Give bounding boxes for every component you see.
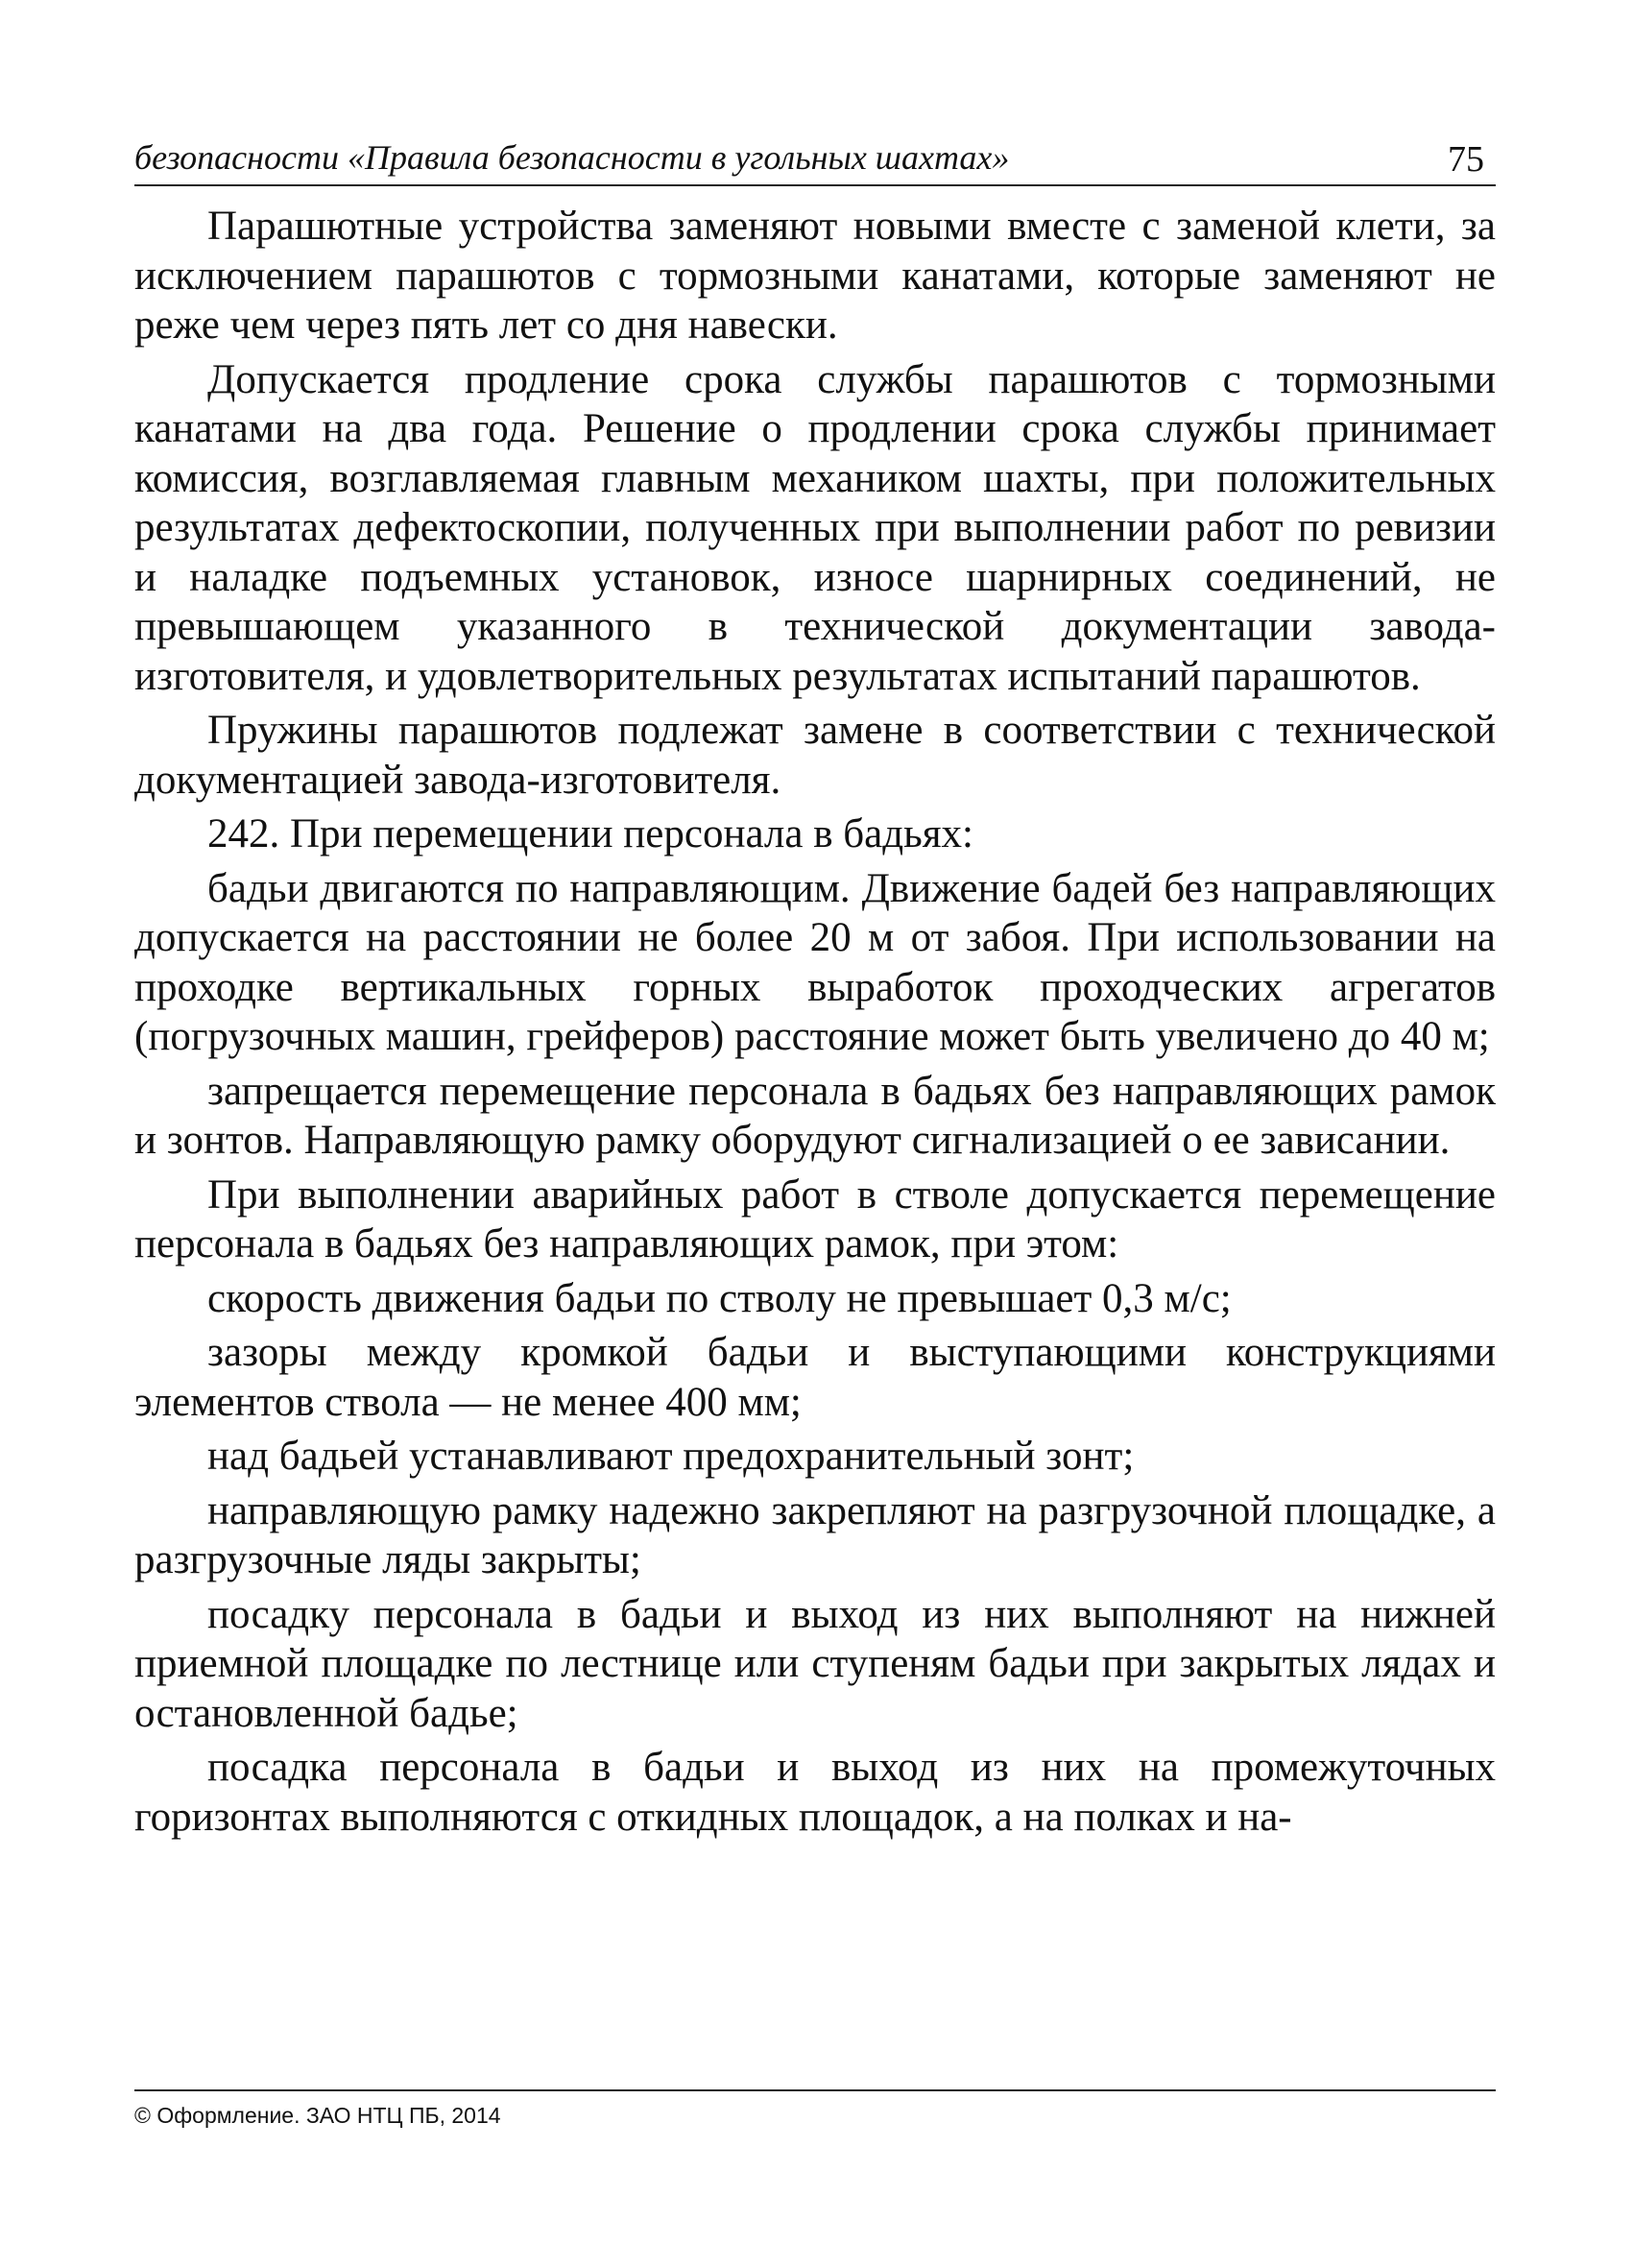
running-header bbox=[134, 123, 1496, 186]
paragraph: направляющую рамку надежно закрепляют на разгрузочной площадке, а разгрузочные ляды закрыты; bbox=[134, 1487, 1496, 1582]
page-number: 75 bbox=[1448, 139, 1484, 180]
paragraph: над бадьей устанавливают предохранительный зонт; bbox=[207, 1434, 1135, 1479]
paragraph: При выполнении аварийных работ в стволе допускается перемещение персонала в бадьях без направляющих рамок, при этом: bbox=[134, 1171, 1496, 1267]
body-text bbox=[134, 202, 1496, 1842]
paragraph: скорость движения бадьи по стволу не превышает 0,3 м/с; bbox=[207, 1275, 1232, 1321]
paragraph: Допускается продление срока службы парашютов с тормозными канатами на два года. Решение о продлении срока службы принимает комиссия, возглавляемая главным механиком шахты, при положительных результатах дефектоскопии, полученных при выполнении работ по ревизии и наладке подъемных установок, износе шарнирных соединений, не превышающем указанного в технической документации завода-изготовителя, и удовлетворительных результатах испытаний парашютов. bbox=[134, 356, 1496, 699]
paragraph: запрещается перемещение персонала в бадьях без направляющих рамок и зонтов. Направляющую рамку оборудуют сигнализацией о ее зависании. bbox=[134, 1068, 1496, 1163]
paragraph: бадьи двигаются по направляющим. Движение бадей без направляющих допускается на расстоянии не более 20 м от забоя. При использовании на проходке вертикальных горных выработок проходческих агрегатов (погрузочных машин, грейферов) расстояние может быть увеличено до 40 м; bbox=[134, 865, 1496, 1059]
paragraph: Пружины парашютов подлежат замене в соответствии с технической документацией завода-изготовителя. bbox=[134, 708, 1496, 803]
paragraph: 242. При перемещении персонала в бадьях: bbox=[207, 811, 973, 857]
paragraph: посадку персонала в бадьи и выход из них выполняют на нижней приемной площадке по лестнице или ступеням бадьи при закрытых лядах и остановленной бадье; bbox=[134, 1591, 1496, 1736]
paragraph: зазоры между кромкой бадьи и выступающими конструкциями элементов ствола — не менее 400 мм; bbox=[134, 1330, 1496, 1425]
copyright-notice: © Оформление. ЗАО НТЦ ПБ, 2014 bbox=[134, 2103, 501, 2128]
running-header-title: безопасности «Правила безопасности в угольных шахтах» bbox=[134, 138, 1010, 177]
paragraph: посадка персонала в бадьи и выход из них на промежуточных горизонтах выполняются с откидных площадок, а на полках и на- bbox=[134, 1745, 1496, 1840]
page-footer bbox=[134, 2089, 1496, 2128]
paragraph: Парашютные устройства заменяют новыми вместе с заменой клети, за исключением парашютов с тормозными канатами, которые заменяют не реже чем через пять лет со дня навески. bbox=[134, 204, 1496, 348]
